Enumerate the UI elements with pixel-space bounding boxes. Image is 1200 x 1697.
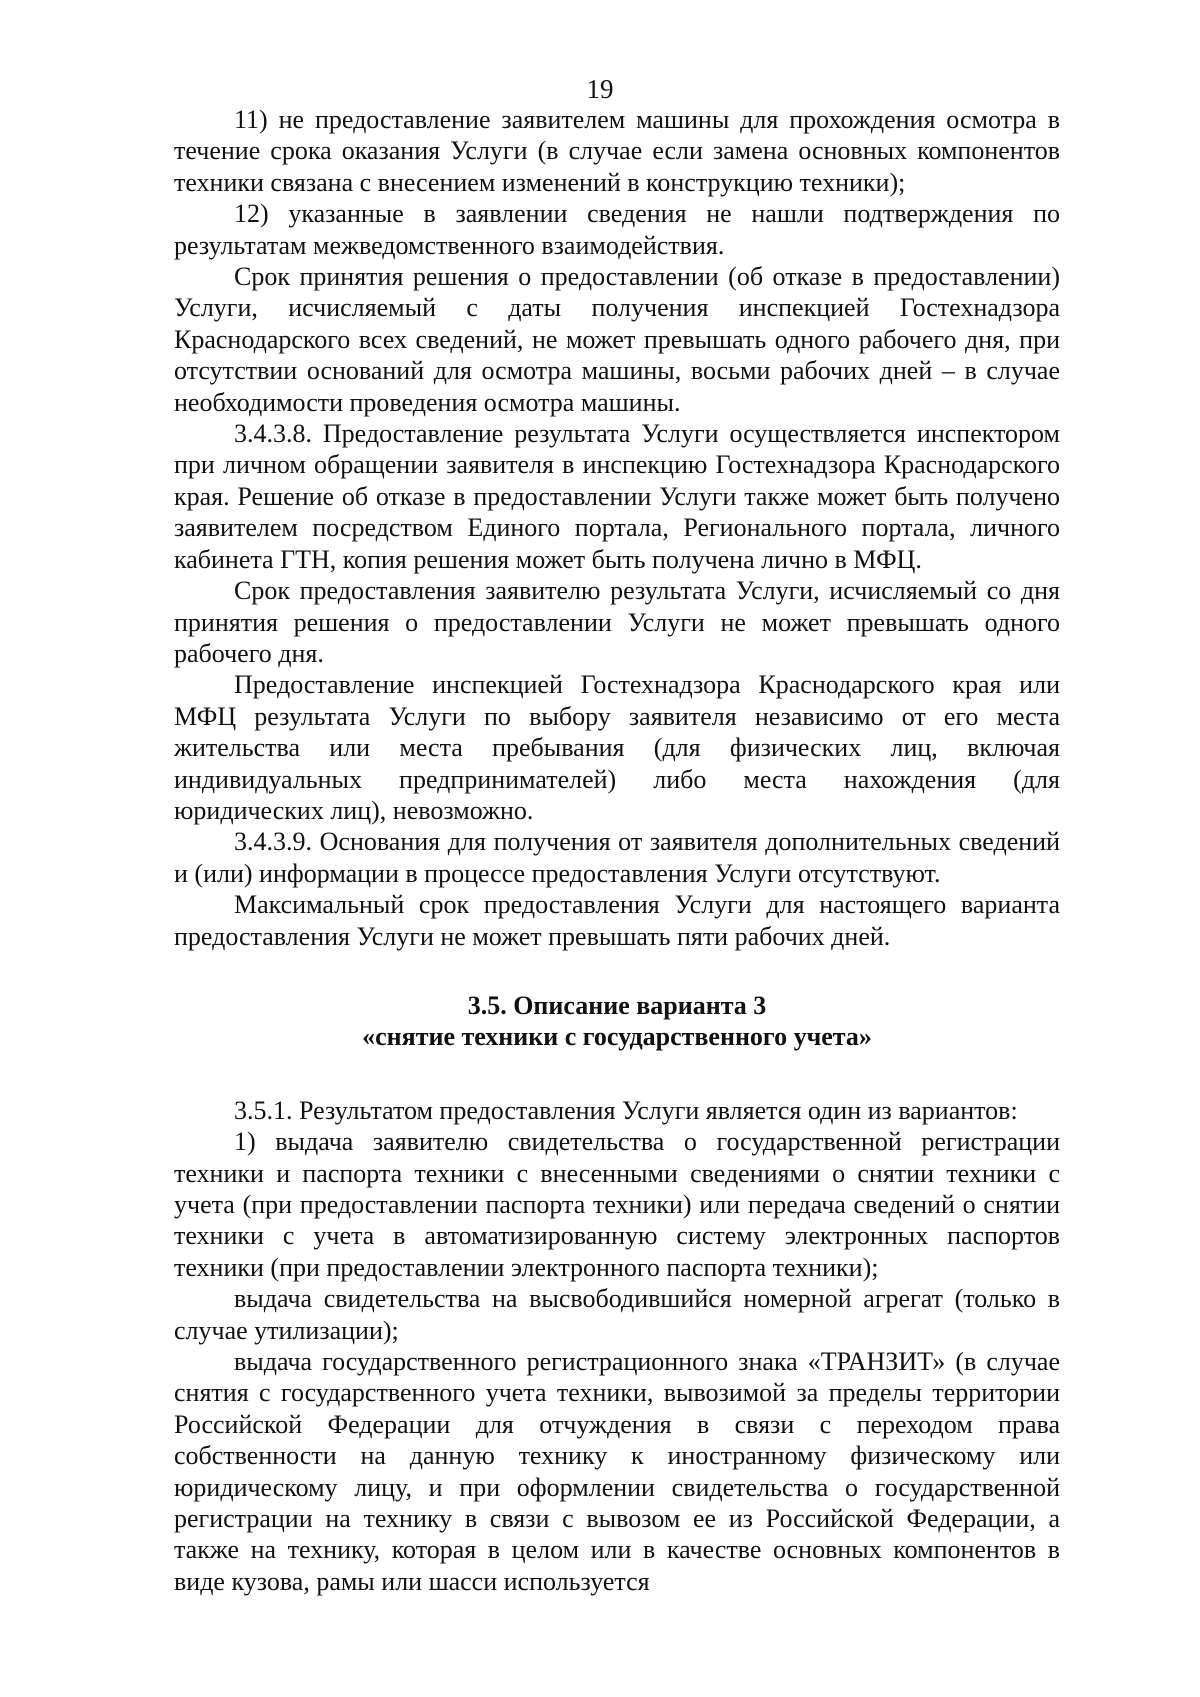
paragraph-result-unit-certificate: выдача свидетельства на высвободившийся номерной агрегат (только в случае утилизации); bbox=[174, 1284, 1060, 1345]
paragraph-result-option-1: 1) выдача заявителю свидетельства о государственной регистрации техники и паспорта техники с внесенными сведениями о снятии техники с учета (при предоставлении паспорта техники) или передача сведений о снятии техники с учета в автоматизированную систему электронных паспортов техники (при предоставлении электронного паспорта техники); bbox=[174, 1127, 1060, 1282]
paragraph-max-term: Максимальный срок предоставления Услуги для настоящего варианта предоставления Услуги не может превышать пяти рабочих дней. bbox=[174, 890, 1060, 951]
paragraph-3-4-3-9: 3.4.3.9. Основания для получения от заявителя дополнительных сведений и (или) информации в процессе предоставления Услуги отсутствуют. bbox=[174, 827, 1060, 888]
section-heading bbox=[174, 990, 1060, 1053]
paragraph-extraterritorial: Предоставление инспекцией Гостехнадзора Краснодарского края или МФЦ результата Услуги по выбору заявителя независимо от его места жительства или места пребывания (для физических лиц, включая индивидуальных предпринимателей) либо места нахождения (для юридических лиц), невозможно. bbox=[174, 670, 1060, 825]
section-heading-title: 3.5. Описание варианта 3 bbox=[467, 990, 767, 1020]
section-heading-subtitle: «снятие техники с государственного учета» bbox=[362, 1022, 872, 1052]
paragraph-result-transit-plate: выдача государственного регистрационного знака «ТРАНЗИТ» (в случае снятия с государственного учета техники, вывозимой за пределы территории Российской Федерации для отчуждения в связи с переходом права собственности на данную технику к иностранному физическому или юридическому лицу, и при оформлении свидетельства о государственной регистрации на технику в связи с вывозом ее из Российской Федерации, а также на технику, которая в целом или в качестве основных компонентов в виде кузова, рамы или шасси используется bbox=[174, 1347, 1060, 1596]
paragraph-result-term: Срок предоставления заявителю результата Услуги, исчисляемый со дня принятия решения о предоставлении Услуги не может превышать одного рабочего дня. bbox=[174, 576, 1060, 668]
paragraph-3-5-1: 3.5.1. Результатом предоставления Услуги является один из вариантов: bbox=[234, 1095, 1018, 1125]
paragraph-item-11: 11) не предоставление заявителем машины для прохождения осмотра в течение срока оказания Услуги (в случае если замена основных компонентов техники связана с внесением изменений в конструкцию техники); bbox=[174, 105, 1060, 197]
page-number: 19 bbox=[586, 74, 614, 104]
document-body bbox=[174, 104, 1060, 1597]
paragraph-3-4-3-8: 3.4.3.8. Предоставление результата Услуги осуществляется инспектором при личном обращении заявителя в инспекцию Гостехнадзора Краснодарского края. Решение об отказе в предоставлении Услуги также может быть получено заявителем посредством Единого портала, Регионального портала, личного кабинета ГТН, копия решения может быть получена лично в МФЦ. bbox=[174, 419, 1060, 574]
paragraph-item-12: 12) указанные в заявлении сведения не нашли подтверждения по результатам межведомственного взаимодействия. bbox=[174, 199, 1060, 260]
paragraph-decision-term: Срок принятия решения о предоставлении (об отказе в предоставлении) Услуги, исчисляемый с даты получения инспекцией Гостехнадзора Краснодарского всех сведений, не может превышать одного рабочего дня, при отсутствии оснований для осмотра машины, восьми рабочих дней – в случае необходимости проведения осмотра машины. bbox=[174, 262, 1060, 417]
